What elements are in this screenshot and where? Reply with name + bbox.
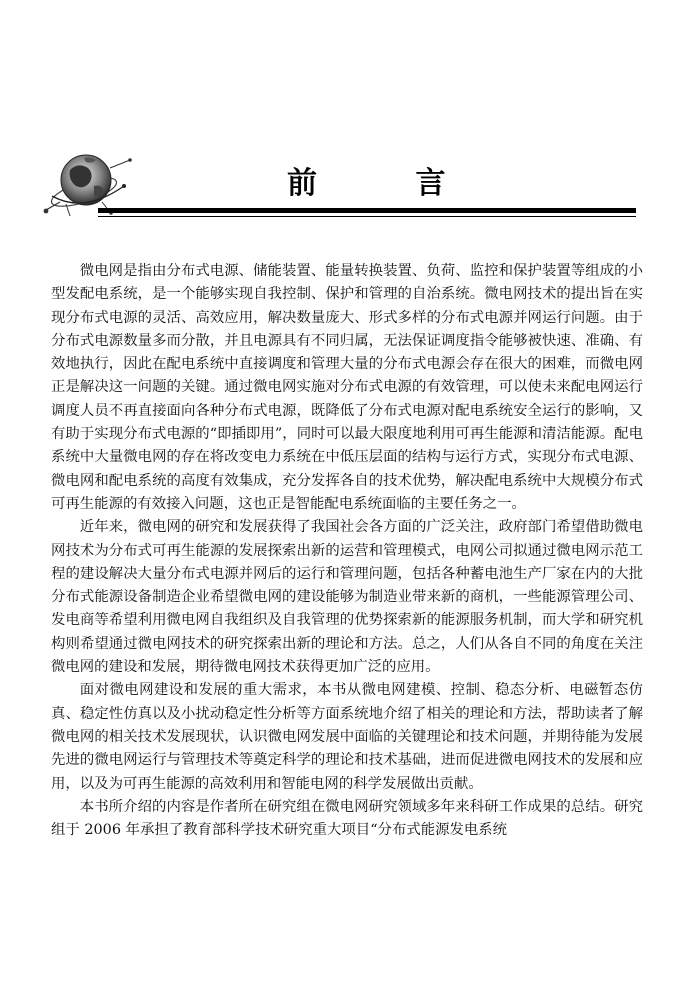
paragraph: 本书所介绍的内容是作者所在研究组在微电网研究领域多年来科研工作成果的总结。研究组于 2006 年承担了教育部科学技术研究重大项目“分布式能源发电系统 (51, 798, 643, 839)
chapter-header (40, 140, 640, 220)
paragraph: 近年来，微电网的研究和发展获得了我国社会各方面的广泛关注，政府部门希望借助微电网技术为分布式可再生能源的发展探索出新的运营和管理模式，电网公司拟通过微电网示范工程的建设解决大量分布式电源并网后的运行和管理问题，包括各种蓄电池生产厂家在内的大批分布式能源设备制造企业希望微电网的建设能够为制造业带来新的商机，一些能源管理公司、发电商等希望利用微电网自我组织及自我管理的优势探索新的能源服务机制，而大学和研究机构则希望通过微电网技术的研究探索出新的理论和方法。总之，人们从各自不同的角度在关注微电网的建设和发展，期待微电网技术获得更加广泛的应用。 (51, 519, 643, 676)
preface-body (51, 260, 643, 842)
paragraph: 面对微电网建设和发展的重大需求，本书从微电网建模、控制、稳态分析、电磁暂态仿真、稳定性仿真以及小扰动稳定性分析等方面系统地介绍了相关的理论和方法，帮助读者了解微电网的相关技术发展现状，认识微电网发展中面临的关键理论和技术问题，并期待能为发展先进的微电网运行与管理技术等奠定科学的理论和技术基础，进而促进微电网技术的发展和应用，以及为可再生能源的高效利用和智能电网的科学发展做出贡献。 (51, 682, 643, 792)
title-rule-thin (98, 216, 636, 217)
paragraph: 微电网是指由分布式电源、储能装置、能量转换装置、负荷、监控和保护装置等组成的小型发配电系统，是一个能够实现自我控制、保护和管理的自治系统。微电网技术的提出旨在实现分布式电源的灵活、高效应用，解决数量庞大、形式多样的分布式电源并网运行问题。由于分布式电源数量多而分散，并且电源具有不同归属，无法保证调度指令能够被快速、准确、有效地执行，因此在配电系统中直接调度和管理大量的分布式电源会存在很大的困难，而微电网正是解决这一问题的关键。通过微电网实施对分布式电源的有效管理，可以使未来配电网运行调度人员不再直接面向各种分布式电源，既降低了分布式电源对配电系统安全运行的影响，又有助于实现分布式电源的“即插即用”，同时可以最大限度地利用可再生能源和清洁能源。配电系统中大量微电网的存在将改变电力系统在中低压层面的结构与运行方式，实现分布式电源、微电网和配电系统的高度有效集成，充分发挥各自的技术优势，解决配电系统中大规模分布式可再生能源的有效接入问题，这也正是智能配电系统面临的主要任务之一。 (51, 263, 643, 512)
title-rule-thick (98, 208, 636, 213)
page-title: 前 言 (287, 166, 490, 201)
